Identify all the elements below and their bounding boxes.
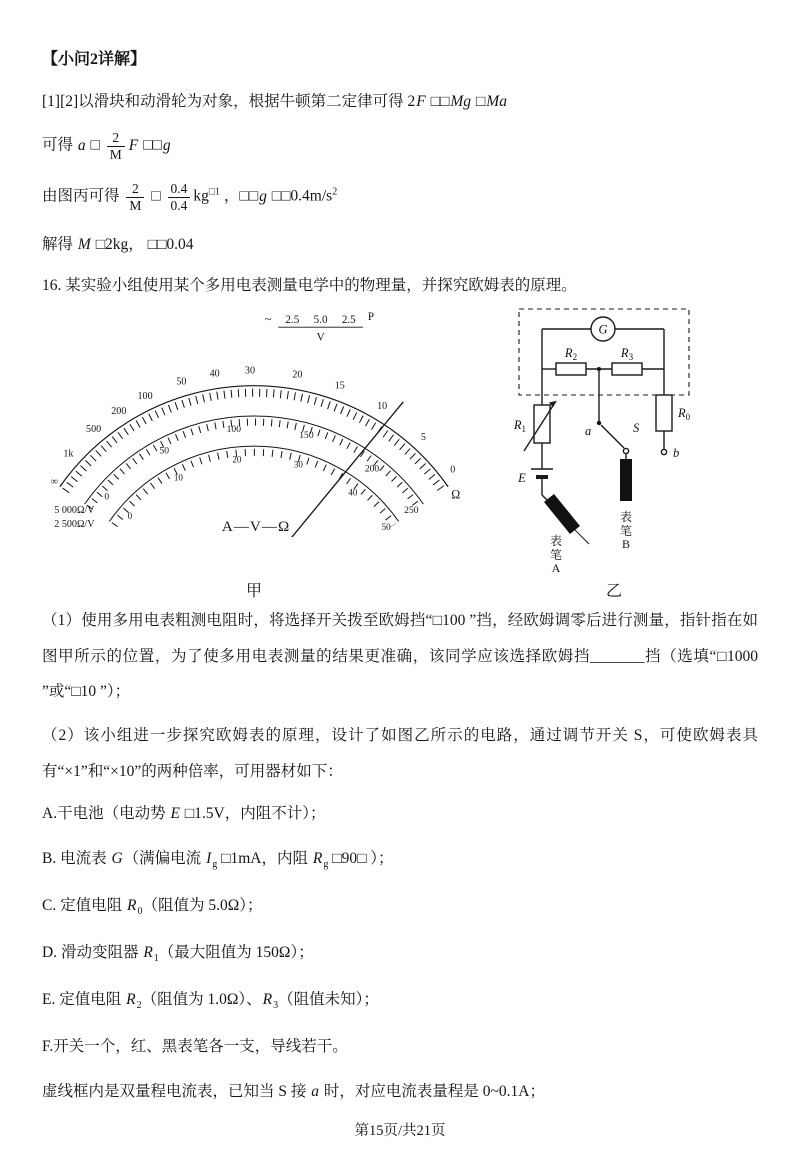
label-r3: $R_3$ xyxy=(620,346,634,363)
circuit-wires xyxy=(519,309,689,544)
probe-a-label: A xyxy=(551,561,561,574)
switch-pivot xyxy=(623,448,628,453)
equipment-item-b: B. 电流表 G（满偏电流 $I_g$ □1mA，内阻 $R_g$ □90□ ）； xyxy=(42,849,394,871)
probe-a-body xyxy=(544,494,580,534)
dial-inner-label: 20 xyxy=(232,454,242,465)
dial-ohm-label: 15 xyxy=(334,380,345,392)
sensitivity-ac: 2 500Ω/V xyxy=(54,518,95,530)
label-a: a xyxy=(585,424,592,439)
ohm-unit-label: Ω xyxy=(451,487,461,502)
dial-range-value: 2.5 xyxy=(285,314,300,327)
dial-ohm-label: 1k xyxy=(63,448,74,460)
equipment-item-e: E. 定值电阻 $R_2$（阻值为 1.0Ω）、$R_3$（阻值未知）； xyxy=(42,991,379,1012)
label-s: S xyxy=(633,421,640,436)
inner-scale-arc xyxy=(109,446,398,521)
question-part1: （1）使用多用电表粗测电阻时，将选择开关拨至欧姆挡“□100 ”挡，经欧姆调零后进行测量，指针指在如图甲所示的位置，为了使多用电表测量的结果更准确，该同学应该选择欧姆挡_______挡（选填“□1000 ”或“□10 ”）； xyxy=(42,612,758,701)
equipment-item-d: D. 滑动变阻器 $R_1$（最大阻值为 150Ω）； xyxy=(42,944,314,965)
dial-mid-label: 200 xyxy=(364,463,380,475)
probe-b-body xyxy=(620,459,632,501)
dial-ohm-label: 0 xyxy=(450,464,456,476)
resistor-r3-symbol xyxy=(612,363,642,375)
contact-b-terminal xyxy=(661,449,666,454)
figure-multimeter-dial xyxy=(42,305,466,601)
multimeter-dial-drawing xyxy=(42,305,466,537)
dial-range-value: 5.0 xyxy=(313,314,328,327)
probe-a-label: 表 xyxy=(549,534,563,549)
label-r2: $R_2$ xyxy=(564,346,578,363)
equipment-item-f: F.开关一个，红、黑表笔各一支，导线若干。 xyxy=(42,1038,348,1056)
dial-ohm-label: 30 xyxy=(244,365,256,377)
dial-inner-label: 30 xyxy=(293,459,303,470)
dial-mid-label: 150 xyxy=(299,430,314,442)
label-e: E xyxy=(518,471,526,486)
question-16-intro: 16. 某实验小组使用某个多用电表测量电学中的物理量，并探究欧姆表的原理。 xyxy=(42,277,577,295)
dial-ohm-label: 40 xyxy=(209,368,220,380)
dial-inner-label: 0 xyxy=(127,510,133,521)
avo-label: A—V—Ω xyxy=(221,519,291,536)
dial-ohm-label: 100 xyxy=(137,390,153,402)
solution-line-3: 由图丙可得 $\frac{2}{M}$ □ $\frac{0.4}{0.4}$ $kg^{□1}$ ，□□g $□□0.4m/s^2$ xyxy=(42,181,338,213)
dial-inner-label: 40 xyxy=(348,487,358,498)
ammeter-note: 虚线框内是双量程电流表，已知当 S 接 a 时，对应电流表量程是 0~0.1A； xyxy=(42,1083,545,1101)
dial-ohm-label: 10 xyxy=(377,400,388,412)
page-number: 第15页/共21页 xyxy=(354,1122,446,1139)
dial-inner-label: 10 xyxy=(173,472,183,483)
section-heading: 【小问2详解】 xyxy=(42,51,147,68)
dial-ohm-label: 5 xyxy=(420,432,426,444)
dial-range-p: P xyxy=(367,311,375,324)
caption-yi: 乙 xyxy=(605,583,622,601)
probe-b-label: 笔 xyxy=(619,524,633,539)
mid-scale-labels xyxy=(104,424,418,516)
switch-lever xyxy=(601,425,624,448)
dial-range-unit: V xyxy=(316,331,325,344)
probe-b-label: 表 xyxy=(619,510,633,525)
label-b: b xyxy=(673,446,680,461)
figure-circuit xyxy=(494,305,734,601)
figure-row xyxy=(42,305,758,601)
dial-texts xyxy=(54,505,290,535)
ac-tilde-icon: ~ xyxy=(264,312,272,327)
dial-mid-label: 250 xyxy=(404,504,419,516)
caption-jia: 甲 xyxy=(245,583,262,601)
equipment-item-c: C. 定值电阻 $R_0$（阻值为 5.0Ω）； xyxy=(42,897,263,918)
dial-ohm-label: ∞ xyxy=(50,476,58,488)
dial-mid-label: 50 xyxy=(159,445,170,457)
resistor-r2-symbol xyxy=(556,363,586,375)
dial-ohm-label: 500 xyxy=(86,424,102,436)
label-r0: $R_0$ xyxy=(678,406,691,423)
contact-a-terminal xyxy=(597,421,601,425)
dial-inner-label: 50 xyxy=(381,522,391,533)
solution-line-2: 可得 a □ $\frac{2}{M}$ F □□g xyxy=(42,130,171,162)
circuit-drawing xyxy=(494,305,734,573)
probe-b-label: B xyxy=(621,537,631,552)
dial-ohm-label: 50 xyxy=(176,376,187,388)
dial-mid-label: 100 xyxy=(226,424,242,436)
probe-a-tip xyxy=(575,530,589,544)
solution-line-1: [1][2]以滑块和动滑轮为对象，根据牛顿第二定律可得 2F □□Mg □Ma xyxy=(42,93,507,110)
question-part2: （2）该小组进一步探究欧姆表的原理，设计了如图乙所示的电路，通过调节开关 S，可使欧姆表具有“×1”和“×10”的两种倍率，可用器材如下： xyxy=(42,726,758,780)
dial-range-row xyxy=(265,311,374,343)
dial-ohm-label: 20 xyxy=(292,369,303,381)
meter-needle xyxy=(290,402,403,537)
equipment-item-a: A.干电池（电动势 E □1.5V，内阻不计）； xyxy=(42,805,326,823)
probe-a-label: 笔 xyxy=(549,548,563,563)
dial-mid-label: 0 xyxy=(104,491,110,503)
solution-line-4: 解得 M □2kg， □□0.04 xyxy=(42,236,194,254)
dial-range-value: 2.5 xyxy=(341,314,356,327)
sensitivity-dc: 5 000Ω/V xyxy=(54,504,95,516)
resistor-r0-symbol xyxy=(656,395,672,431)
label-r1: $R_1$ xyxy=(513,418,526,435)
label-g: G xyxy=(598,322,608,337)
dial-ohm-label: 200 xyxy=(111,406,127,418)
